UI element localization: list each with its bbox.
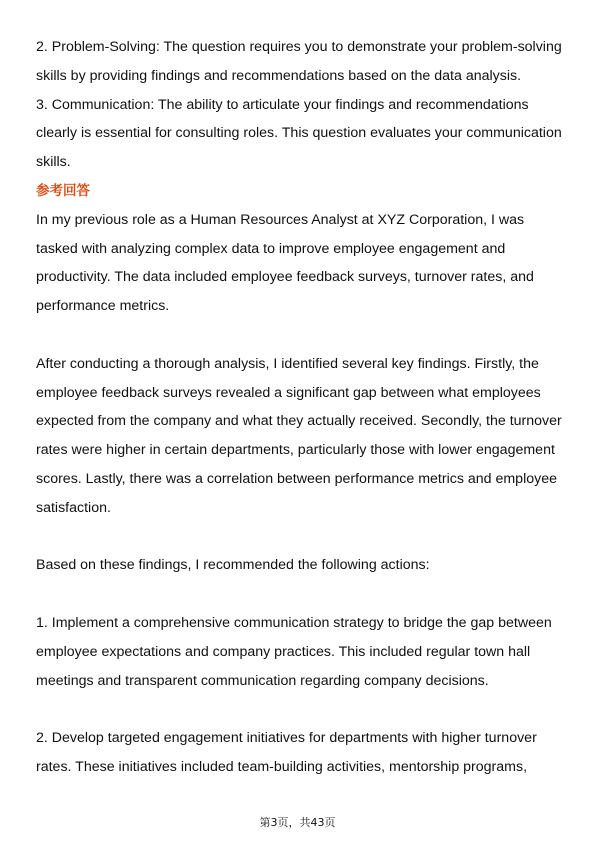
- paragraph-spacer: [36, 695, 566, 724]
- answer-paragraph-intro-actions: Based on these findings, I recommended the following actions:: [36, 557, 430, 574]
- answer-paragraph-findings: After conducting a thorough analysis, I identified several key findings. Firstly, the employee feedback surveys revealed a significant gap between what employees expected from the company and what they actually received. Secondly, the turnover rates were higher in certain departments, particularly those with lower engagement scores. Lastly, there was a correlation between performance metrics and employee satisfaction.: [36, 355, 562, 516]
- paragraph-spacer: [36, 580, 566, 609]
- paragraph-spacer: [36, 321, 566, 350]
- answer-paragraph-context: In my previous role as a Human Resources Analyst at XYZ Corporation, I was tasked with analyzing complex data to improve employee engagement and productivity. The data included employee feedback surveys, turnover rates, and performance metrics.: [36, 211, 534, 315]
- page-number: 第3页，共43页: [259, 816, 336, 829]
- reference-answer-heading: 参考回答: [36, 182, 90, 199]
- answer-action-2: 2. Develop targeted engagement initiatives for departments with higher turnover rates. These initiatives included team-building activities, mentorship programs,: [36, 730, 537, 775]
- criterion-problem-solving: 2. Problem-Solving: The question requires you to demonstrate your problem-solving skills by providing findings and recommendations based on the data analysis.: [36, 39, 562, 84]
- answer-action-1: 1. Implement a comprehensive communication strategy to bridge the gap between employee expectations and company practices. This included regular town hall meetings and transparent communication regarding company decisions.: [36, 614, 552, 689]
- criterion-communication: 3. Communication: The ability to articulate your findings and recommendations clearly is essential for consulting roles. This question evaluates your communication skills.: [36, 96, 562, 171]
- document-body: [36, 33, 566, 782]
- paragraph-spacer: [36, 523, 566, 552]
